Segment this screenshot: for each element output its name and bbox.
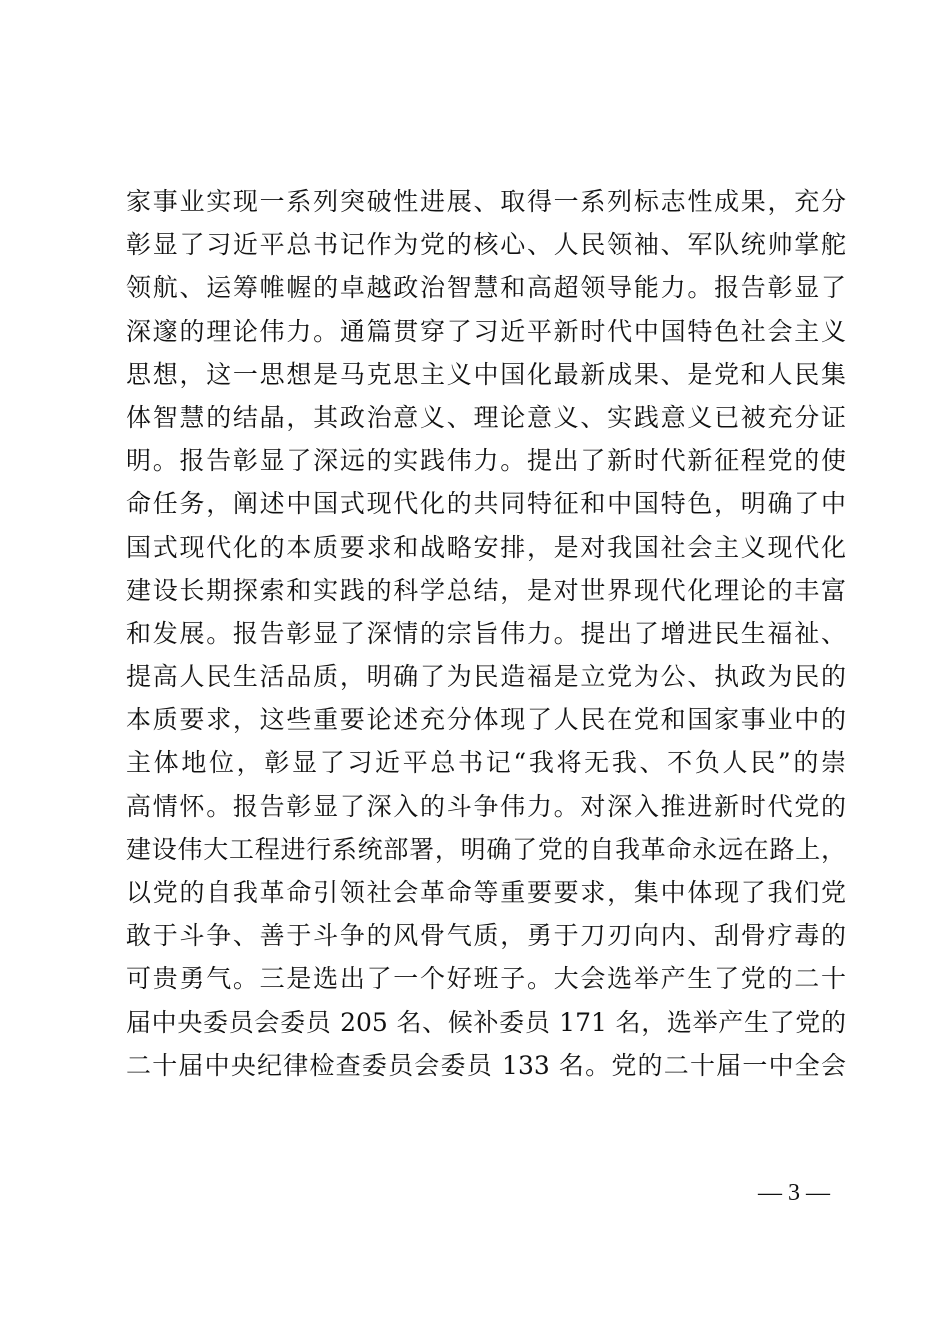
text-line: 建设伟大工程进行系统部署，明确了党的自我革命永远在路上， [126,834,846,864]
text-line: 本质要求，这些重要论述充分体现了人民在党和国家事业中的 [126,705,846,735]
text-line: 主体地位，彰显了习近平总书记“我将无我、不负人民”的崇 [126,748,846,778]
text-line: 可贵勇气。三是选出了一个好班子。大会选举产生了党的二十 [126,964,846,994]
text-line: 思想，这一思想是马克思主义中国化最新成果、是党和人民集 [126,359,846,389]
text-line: 明。报告彰显了深远的实践伟力。提出了新时代新征程党的使 [126,446,846,476]
text-line: 高情怀。报告彰显了深入的斗争伟力。对深入推进新时代党的 [126,791,846,821]
text-line: 建设长期探索和实践的科学总结，是对世界现代化理论的丰富 [126,575,846,605]
text-line: 以党的自我革命引领社会革命等重要要求，集中体现了我们党 [126,878,846,907]
text-line: 彰显了习近平总书记作为党的核心、人民领袖、军队统帅掌舵 [126,230,846,260]
text-line: 和发展。报告彰显了深情的宗旨伟力。提出了增进民生福祉、 [126,618,846,648]
text-line: 国式现代化的本质要求和战略安排，是对我国社会主义现代化 [126,532,846,562]
text-line: 深邃的理论伟力。通篇贯穿了习近平新时代中国特色社会主义 [126,316,846,346]
text-line: 届中央委员会委员 205 名、候补委员 171 名，选举产生了党的 [126,1007,846,1037]
body-paragraph [126,180,846,1087]
text-line: 二十届中央纪律检查委员会委员 133 名。党的二十届一中全会 [126,1050,846,1080]
text-line: 命任务，阐述中国式现代化的共同特征和中国特色，明确了中 [126,489,846,519]
page-number: — 3 — [758,1180,830,1206]
text-line: 领航、运筹帷幄的卓越政治智慧和高超领导能力。报告彰显了 [126,273,846,303]
text-line: 体智慧的结晶，其政治意义、理论意义、实践意义已被充分证 [126,402,846,432]
text-line: 提高人民生活品质，明确了为民造福是立党为公、执政为民的 [126,662,846,692]
text-line: 家事业实现一系列突破性进展、取得一系列标志性成果，充分 [126,187,846,216]
text-line: 敢于斗争、善于斗争的风骨气质，勇于刀刃向内、刮骨疗毒的 [126,921,846,951]
